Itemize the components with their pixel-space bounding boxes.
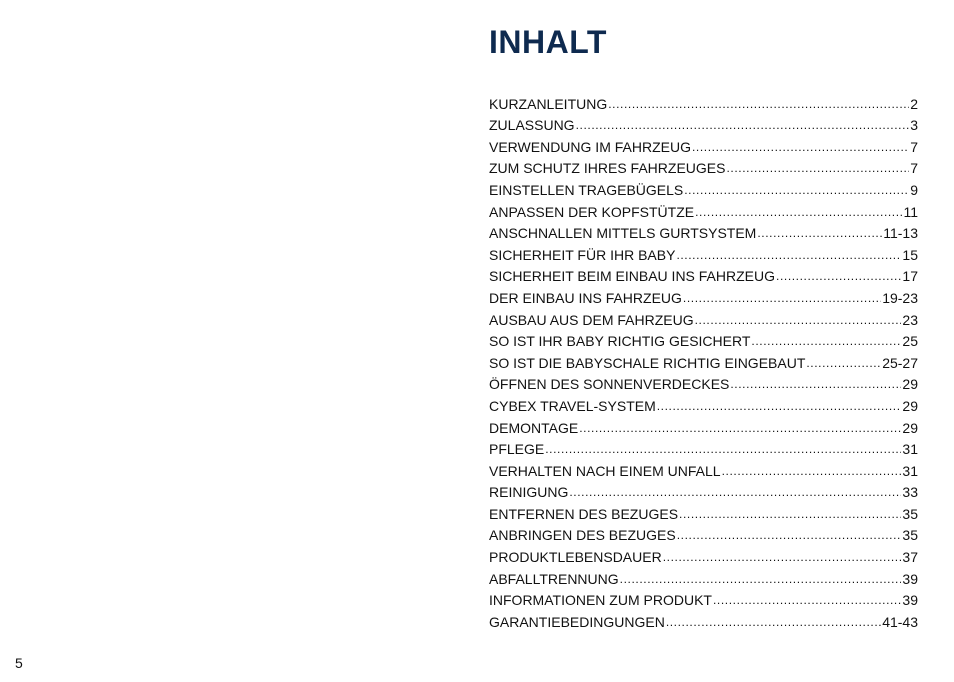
toc-entry — [489, 285, 918, 307]
page-title: INHALT — [489, 24, 607, 60]
toc-entry — [489, 329, 918, 351]
toc-entry-label: VERHALTEN NACH EINEM UNFALL — [489, 462, 721, 479]
toc-entry-label: GARANTIEBEDINGUNGEN — [489, 613, 665, 630]
toc-entry — [489, 264, 918, 286]
toc-dot-leader — [620, 571, 902, 588]
toc-entry-label: SICHERHEIT FÜR IHR BABY — [489, 246, 676, 263]
toc-entry — [489, 393, 918, 415]
toc-entry-page: 35 — [902, 527, 918, 544]
toc-entry-label: AUSBAU AUS DEM FAHRZEUG — [489, 311, 694, 328]
toc-entry — [489, 458, 918, 480]
toc-entry-page: 11-13 — [883, 225, 918, 242]
toc-entry — [489, 588, 918, 610]
toc-entry — [489, 523, 918, 545]
toc-entry-label: REINIGUNG — [489, 484, 569, 501]
toc-dot-leader — [579, 420, 901, 437]
toc-entry-label: PFLEGE — [489, 441, 545, 458]
toc-entry-label: DER EINBAU INS FAHRZEUG — [489, 289, 682, 306]
toc-entry-page: 31 — [902, 441, 918, 458]
toc-entry-page: 9 — [910, 181, 918, 198]
toc-dot-leader — [676, 247, 901, 264]
toc-entry — [489, 566, 918, 588]
toc-entry-page: 25-27 — [882, 354, 918, 371]
toc-entry — [489, 242, 918, 264]
toc-entry-page: 17 — [902, 268, 918, 285]
toc-entry-page: 19-23 — [882, 289, 918, 306]
toc-entry — [489, 134, 918, 156]
toc-dot-leader — [695, 312, 902, 329]
toc-dot-leader — [776, 268, 901, 285]
toc-entry-page: 3 — [910, 117, 918, 134]
toc-dot-leader — [713, 592, 901, 609]
toc-dot-leader — [576, 117, 910, 134]
toc-entry-page: 37 — [902, 549, 918, 566]
toc-entry-page: 29 — [902, 397, 918, 414]
toc-entry — [489, 372, 918, 394]
toc-dot-leader — [730, 376, 901, 393]
toc-entry-page: 35 — [902, 505, 918, 522]
toc-dot-leader — [757, 225, 882, 242]
toc-entry-page: 33 — [902, 484, 918, 501]
toc-entry-label: ANPASSEN DER KOPFSTÜTZE — [489, 203, 695, 220]
toc-entry-page: 11 — [903, 203, 918, 220]
toc-entry — [489, 156, 918, 178]
toc-entry — [489, 350, 918, 372]
toc-entry-page: 7 — [910, 138, 918, 155]
toc-entry-label: ZUM SCHUTZ IHRES FAHRZEUGES — [489, 160, 726, 177]
toc-entry-label: INFORMATIONEN ZUM PRODUKT — [489, 592, 712, 609]
toc-entry — [489, 113, 918, 135]
toc-entry — [489, 501, 918, 523]
toc-entry — [489, 91, 918, 113]
toc-entry-label: EINSTELLEN TRAGEBÜGELS — [489, 181, 684, 198]
toc-entry-label: ANSCHNALLEN MITTELS GURTSYSTEM — [489, 225, 757, 242]
toc-entry-label: SO IST DIE BABYSCHALE RICHTIG EINGEBAUT — [489, 354, 806, 371]
toc-entry-label: CYBEX TRAVEL-SYSTEM — [489, 397, 656, 414]
toc-entry — [489, 415, 918, 437]
toc-entry-page: 2 — [910, 95, 918, 112]
toc-entry — [489, 221, 918, 243]
toc-entry — [489, 480, 918, 502]
toc-dot-leader — [695, 204, 902, 221]
toc-dot-leader — [569, 484, 901, 501]
toc-entry — [489, 437, 918, 459]
toc-dot-leader — [692, 139, 909, 156]
toc-dot-leader — [684, 182, 909, 199]
toc-entry-page: 31 — [902, 462, 918, 479]
toc-dot-leader — [751, 333, 901, 350]
toc-dot-leader — [726, 160, 909, 177]
toc-entry-page: 29 — [902, 419, 918, 436]
toc-dot-leader — [683, 290, 881, 307]
toc-entry-label: KURZANLEITUNG — [489, 95, 608, 112]
toc-entry-label: SO IST IHR BABY RICHTIG GESICHERT — [489, 333, 751, 350]
toc-entry-label: ZULASSUNG — [489, 117, 575, 134]
toc-dot-leader — [666, 614, 881, 631]
toc-entry-page: 23 — [902, 311, 918, 328]
toc-dot-leader — [806, 355, 881, 372]
page-number: 5 — [15, 655, 23, 671]
toc-entry-label: PRODUKTLEBENSDAUER — [489, 549, 662, 566]
toc-dot-leader — [657, 398, 902, 415]
toc-dot-leader — [677, 527, 902, 544]
toc-entry — [489, 544, 918, 566]
toc-dot-leader — [608, 96, 909, 113]
toc-entry-page: 7 — [910, 160, 918, 177]
toc-entry-page: 41-43 — [882, 613, 918, 630]
toc-dot-leader — [545, 441, 901, 458]
toc-dot-leader — [679, 506, 901, 523]
toc-dot-leader — [722, 463, 902, 480]
toc-entry-label: ÖFFNEN DES SONNENVERDECKES — [489, 376, 730, 393]
toc-entry-label: DEMONTAGE — [489, 419, 579, 436]
toc-entry-label: SICHERHEIT BEIM EINBAU INS FAHRZEUG — [489, 268, 776, 285]
toc-entry — [489, 199, 918, 221]
toc-entry-page: 15 — [902, 246, 918, 263]
toc-entry-label: VERWENDUNG IM FAHRZEUG — [489, 138, 691, 155]
toc-entry-page: 25 — [902, 333, 918, 350]
toc-entry — [489, 177, 918, 199]
toc-entry-page: 39 — [902, 592, 918, 609]
toc-entry-page: 39 — [902, 570, 918, 587]
toc-entry-page: 29 — [902, 376, 918, 393]
table-of-contents — [489, 91, 918, 631]
toc-entry-label: ABFALLTRENNUNG — [489, 570, 619, 587]
toc-entry-label: ANBRINGEN DES BEZUGES — [489, 527, 676, 544]
toc-entry — [489, 609, 918, 631]
toc-entry — [489, 307, 918, 329]
toc-dot-leader — [663, 549, 902, 566]
toc-entry-label: ENTFERNEN DES BEZUGES — [489, 505, 679, 522]
